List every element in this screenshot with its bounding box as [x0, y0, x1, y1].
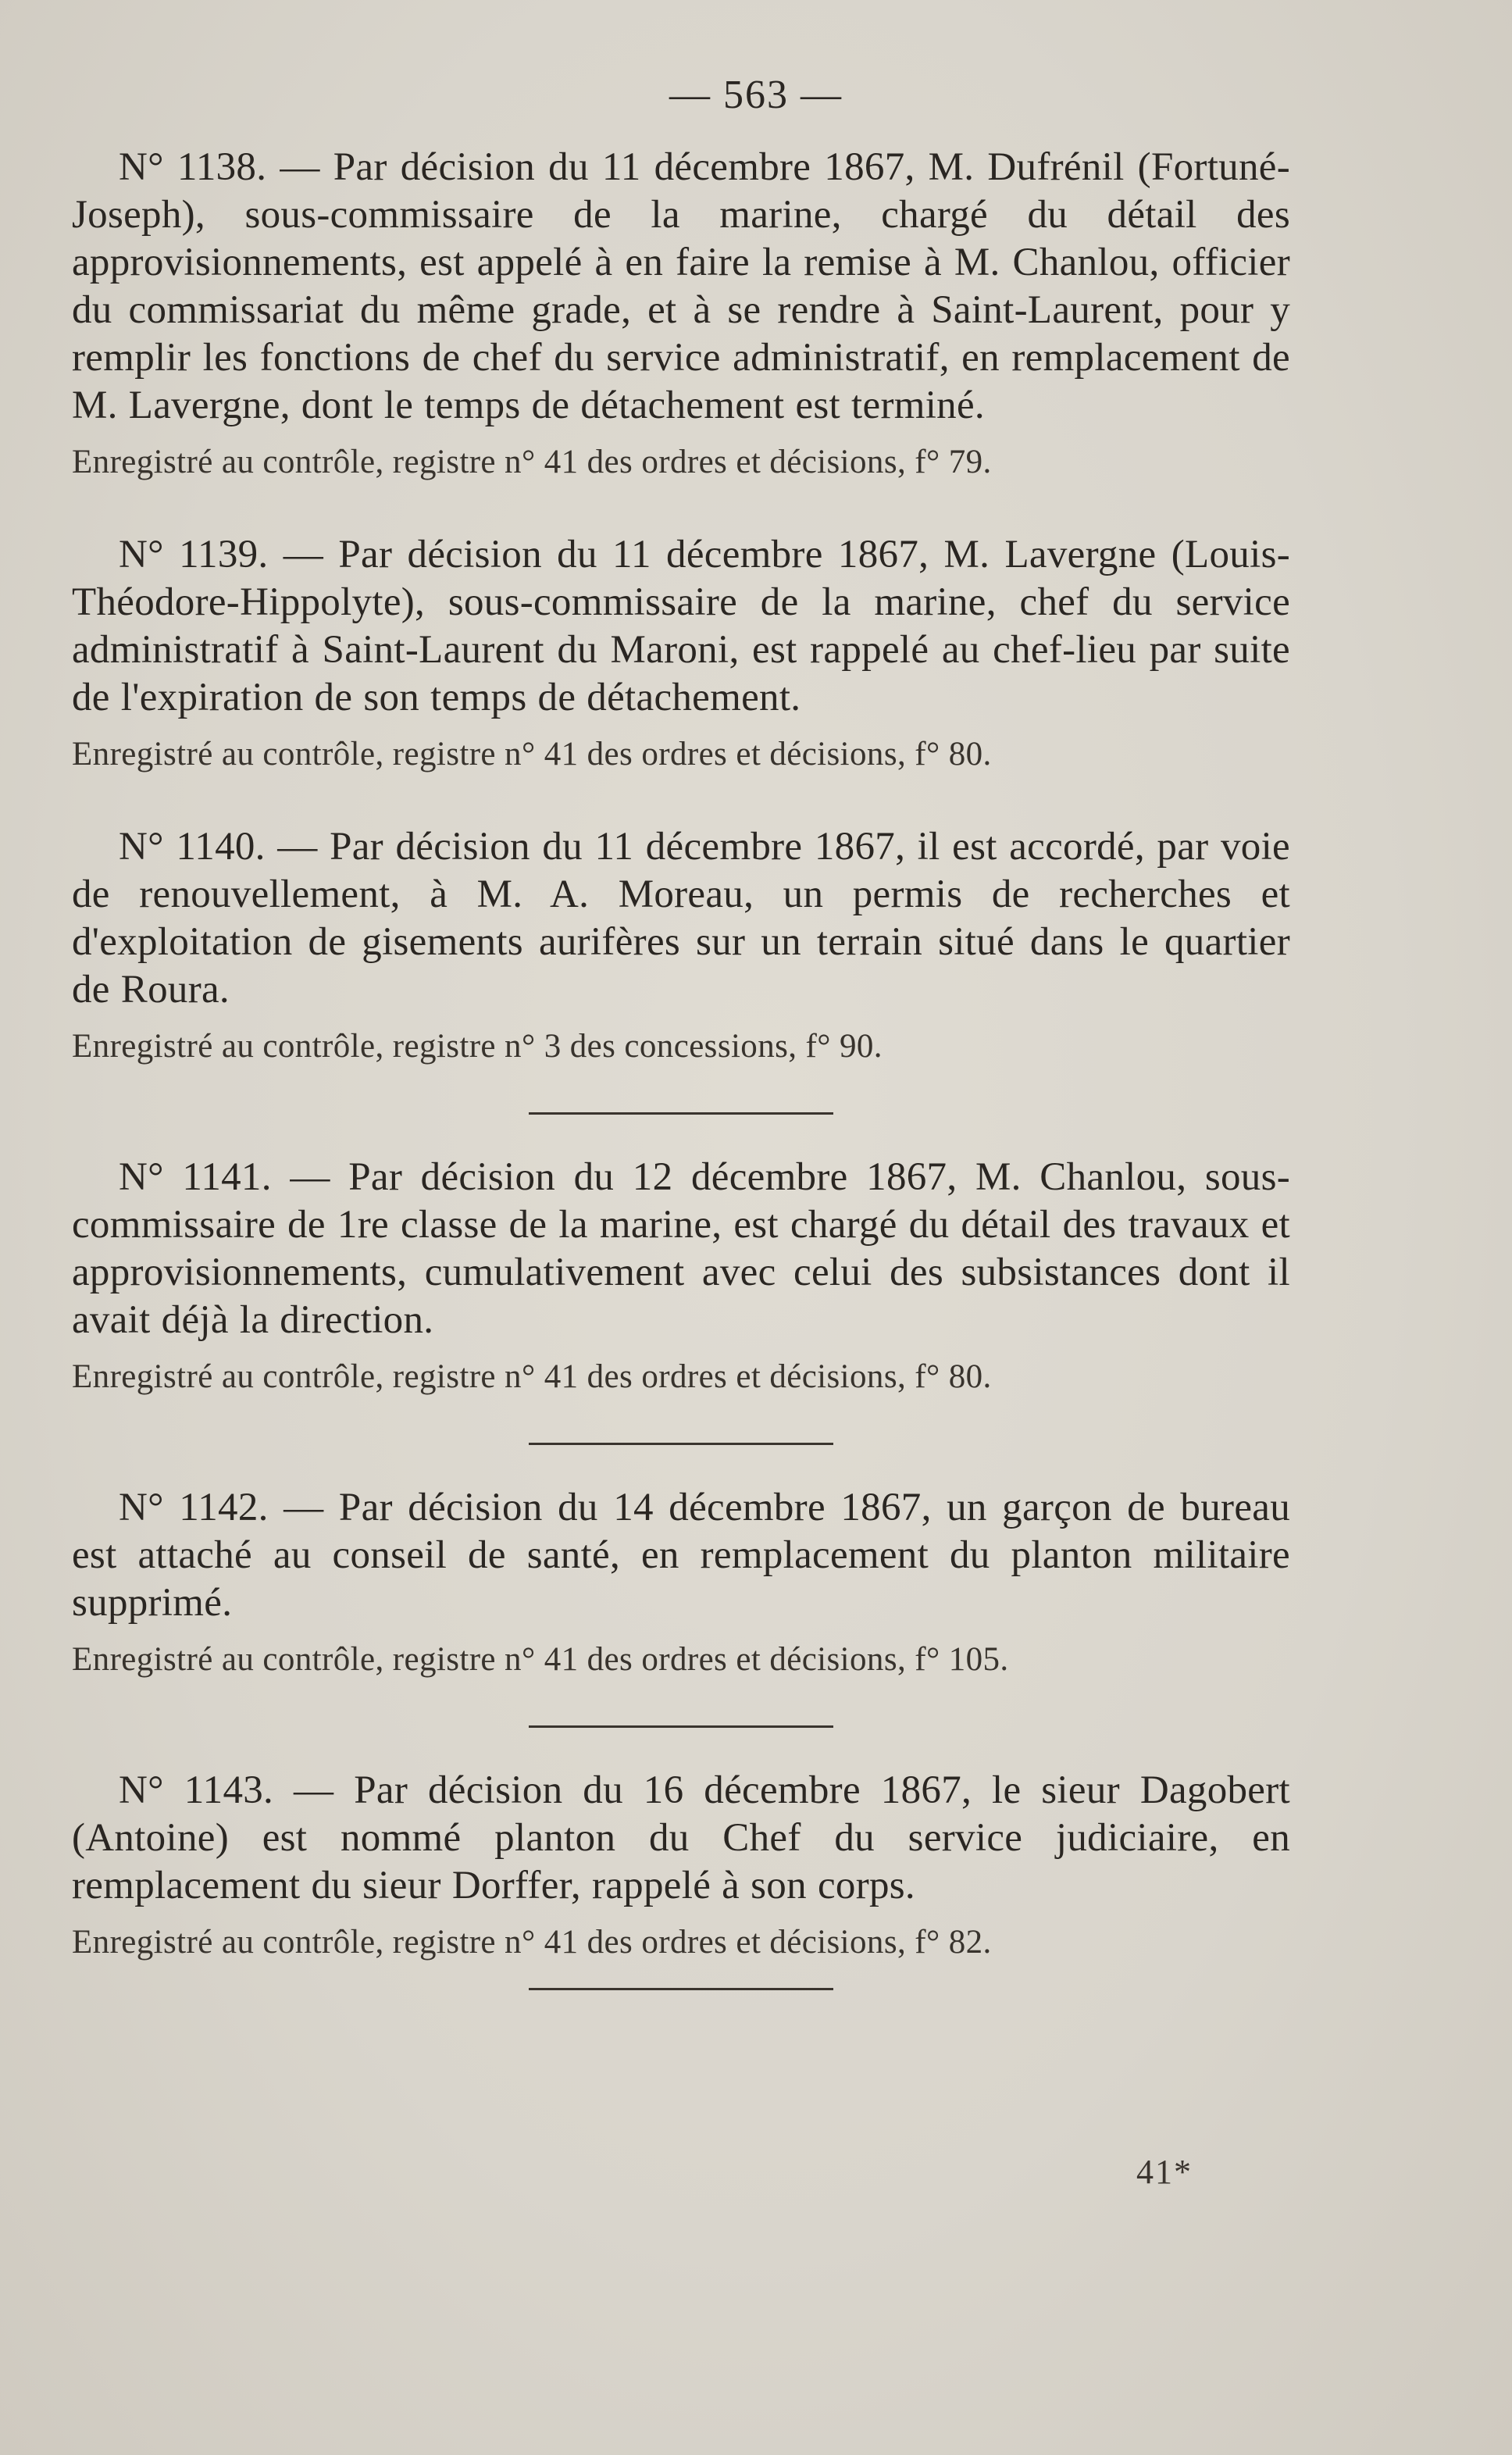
- decisions-list: [72, 144, 1290, 2029]
- entry-1139: [72, 531, 1290, 776]
- entry-1143: [72, 1767, 1290, 1964]
- entry-text: N° 1141. — Par décision du 12 décembre 1867, M. Chanlou, sous-commissaire de 1re classe de la marine, est chargé du détail des travaux et approvisionnements, cumulativement avec celui des subsistances dont il avait déjà la direction.: [72, 1155, 1290, 1342]
- separator-rule: [529, 1112, 833, 1115]
- registration-note: Enregistré au contrôle, registre n° 41 des ordres et décisions, f° 82.: [72, 1924, 992, 1961]
- entry-1141: [72, 1154, 1290, 1399]
- entry-1140: [72, 823, 1290, 1069]
- separator-rule: [529, 1988, 833, 1990]
- registration-note: Enregistré au contrôle, registre n° 41 des ordres et décisions, f° 105.: [72, 1641, 1009, 1678]
- entry-1142: [72, 1484, 1290, 1682]
- entry-spacer: [72, 484, 1290, 531]
- registration-note: Enregistré au contrôle, registre n° 41 des ordres et décisions, f° 80.: [72, 736, 992, 773]
- entry-1138: [72, 144, 1290, 484]
- registration-note: Enregistré au contrôle, registre n° 41 des ordres et décisions, f° 79.: [72, 444, 992, 480]
- separator: [72, 1399, 1290, 1484]
- entry-text: N° 1138. — Par décision du 11 décembre 1867, M. Dufrénil (Fortuné-Joseph), sous-commissaire de la marine, chargé du détail des approvisionnements, est appelé à en faire la remise à M. Chanlou, officier du commissariat du même grade, et à se rendre à Saint-Laurent, pour y remplir les fonctions de chef du service administratif, en remplacement de M. Lavergne, dont le temps de détachement est terminé.: [72, 145, 1290, 427]
- entry-text: N° 1140. — Par décision du 11 décembre 1867, il est accordé, par voie de renouvellement, à M. A. Moreau, un permis de recherches et d'exploitation de gisements aurifères sur un terrain situé dans le quartier de Roura.: [72, 825, 1290, 1012]
- registration-note: Enregistré au contrôle, registre n° 41 des ordres et décisions, f° 80.: [72, 1358, 992, 1395]
- entry-text: N° 1139. — Par décision du 11 décembre 1867, M. Lavergne (Louis-Théodore-Hippolyte), sous-commissaire de la marine, chef du service administratif à Saint-Laurent du Maroni, est rappelé au chef-lieu par suite de l'expiration de son temps de détachement.: [72, 533, 1290, 719]
- page-number: — 563 —: [669, 73, 843, 117]
- entry-text: N° 1143. — Par décision du 16 décembre 1867, le sieur Dagobert (Antoine) est nommé planton du Chef du service judiciaire, en remplacement du sieur Dorffer, rappelé à son corps.: [72, 1768, 1290, 1907]
- entry-spacer: [72, 776, 1290, 823]
- separator: [72, 1069, 1290, 1154]
- separator: [72, 1682, 1290, 1767]
- entry-text: N° 1142. — Par décision du 14 décembre 1867, un garçon de bureau est attaché au conseil de santé, en remplacement du planton militaire supprimé.: [72, 1486, 1290, 1625]
- separator: [72, 1964, 1290, 2029]
- printer-signature-mark: 41*: [1136, 2153, 1193, 2191]
- separator-rule: [529, 1725, 833, 1728]
- registration-note: Enregistré au contrôle, registre n° 3 des concessions, f° 90.: [72, 1028, 883, 1065]
- separator-rule: [529, 1443, 833, 1445]
